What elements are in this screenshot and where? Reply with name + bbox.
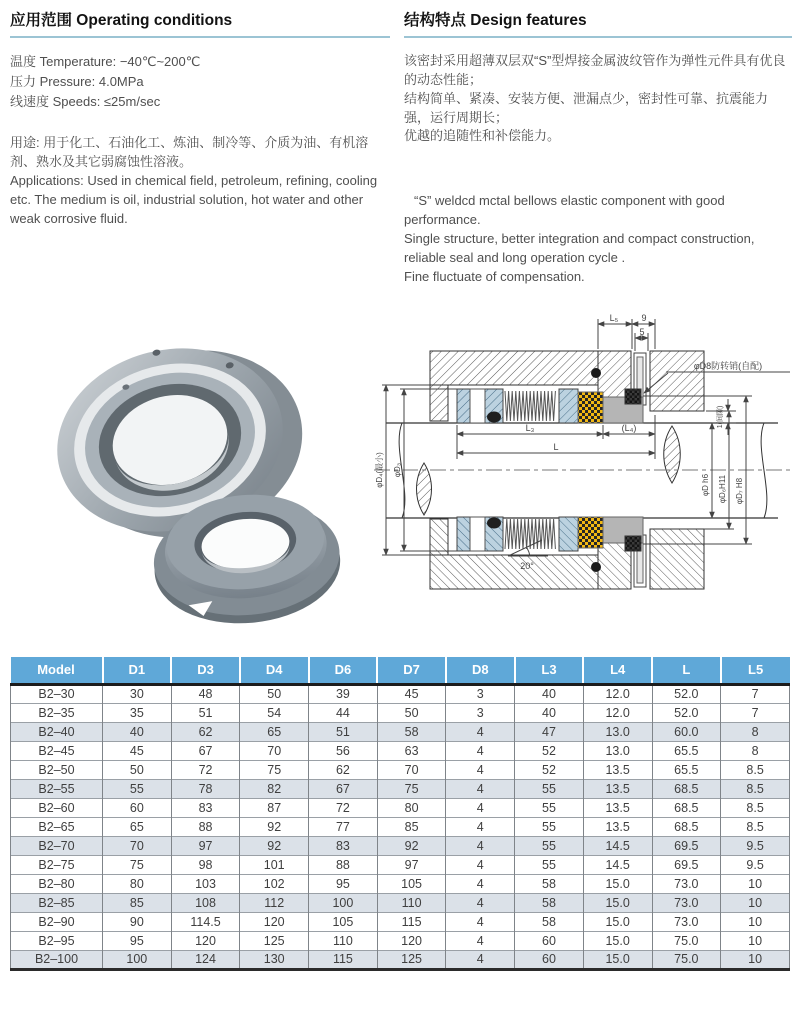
table-cell: 13.5 [583,798,652,817]
table-cell: 108 [171,893,240,912]
table-cell: 75 [240,760,309,779]
table-cell: 40 [515,684,584,703]
table-cell: 60.0 [652,722,721,741]
table-row [11,855,790,874]
table-row [11,798,790,817]
housing-and-seal-assembly [430,351,704,423]
table-cell: 82 [240,779,309,798]
table-row [11,722,790,741]
table-cell: 72 [171,760,240,779]
table-cell: 124 [171,950,240,969]
table-cell: 12.0 [583,703,652,722]
table-cell: 13.5 [583,760,652,779]
table-cell: 13.5 [583,779,652,798]
table-cell: 52 [515,760,584,779]
column-header: D7 [377,657,446,684]
table-cell: 115 [309,950,378,969]
table-cell: 98 [171,855,240,874]
table-cell: 50 [240,684,309,703]
table-cell: 4 [446,950,515,969]
table-cell: 58 [515,893,584,912]
column-header: D6 [309,657,378,684]
o-ring [487,412,501,423]
applications-paragraph-en: Applications: Used in chemical field, petroleum, refining, cooling etc. The medium is oil, industrial solution, hot water and other weak corrosive fluid. [10,173,378,226]
table-cell: 12.0 [583,684,652,703]
table-row [11,779,790,798]
design-en-block [404,192,792,286]
dim-label-l3: L₃ [525,423,535,433]
table-cell: 68.5 [652,817,721,836]
table-cell: 83 [171,798,240,817]
table-cell: 4 [446,722,515,741]
table-cell: 54 [240,703,309,722]
table-cell: 4 [446,874,515,893]
pin-callout-label: φD8防转销(自配) [693,361,763,371]
design-features-section [404,6,792,286]
table-cell: 100 [103,950,172,969]
table-cell: B2–65 [11,817,103,836]
table-cell: 125 [240,931,309,950]
title-rule [404,36,792,38]
table-cell: 52 [515,741,584,760]
technical-diagram [372,293,796,637]
table-cell: 8.5 [721,760,790,779]
table-cell: B2–55 [11,779,103,798]
table-cell: 7 [721,703,790,722]
table-cell: B2–75 [11,855,103,874]
table-cell: 73.0 [652,893,721,912]
seal-face-packing [578,392,603,423]
table-cell: 65.5 [652,760,721,779]
table-cell: 102 [240,874,309,893]
dim-label-gap: 1(间隙) [717,405,724,429]
table-cell: 44 [309,703,378,722]
table-cell: 55 [515,855,584,874]
table-cell: 115 [377,912,446,931]
dim-label-5: 5 [639,327,645,337]
table-row [11,874,790,893]
title-rule [10,36,390,38]
table-cell: 95 [103,931,172,950]
table-cell: 70 [103,836,172,855]
table-cell: 75 [377,779,446,798]
table-cell: 50 [103,760,172,779]
dim-label-d6h11: φD₆H11 [718,474,727,504]
table-cell: 4 [446,893,515,912]
table-cell: B2–85 [11,893,103,912]
table-cell: 105 [377,874,446,893]
table-row [11,931,790,950]
table-cell: 60 [103,798,172,817]
table-cell: 3 [446,703,515,722]
column-header: L5 [721,657,790,684]
column-header: L3 [515,657,584,684]
table-cell: 58 [515,912,584,931]
table-cell: 114.5 [171,912,240,931]
table-cell: 4 [446,798,515,817]
table-cell: 7 [721,684,790,703]
table-cell: 87 [240,798,309,817]
table-cell: 80 [377,798,446,817]
table-cell: 63 [377,741,446,760]
table-cell: 45 [103,741,172,760]
table-cell: 62 [309,760,378,779]
table-cell: 10 [721,931,790,950]
table-cell: 14.5 [583,836,652,855]
operating-conditions-section [10,6,390,229]
table-cell: 51 [171,703,240,722]
table-cell: 70 [377,760,446,779]
table-cell: 73.0 [652,912,721,931]
table-cell: 55 [103,779,172,798]
table-cell: 13.0 [583,741,652,760]
table-cell: B2–95 [11,931,103,950]
design-features-title: 结构特点 Design features [404,12,587,29]
table-cell: 10 [721,950,790,969]
table-cell: 15.0 [583,912,652,931]
dim-label-dh6: φD h6 [701,473,710,497]
bellows-adapter-ring [559,389,578,423]
design-en-line: Fine fluctuate of compensation. [404,268,585,284]
table-row [11,950,790,969]
column-header: L [652,657,721,684]
table-cell: 8.5 [721,779,790,798]
table-cell: B2–100 [11,950,103,969]
table-cell: 78 [171,779,240,798]
table-cell: 13.0 [583,722,652,741]
table-cell: 65 [103,817,172,836]
table-cell: 65 [240,722,309,741]
metal-bellows-spring [505,391,555,421]
temperature-spec: 温度 Temperature: −40℃~200℃ [10,54,201,69]
seal-photo-illustration [22,318,358,624]
pressure-spec: 压力 Pressure: 4.0MPa [10,74,144,90]
table-cell: 88 [309,855,378,874]
table-cell: 4 [446,931,515,950]
table-cell: 110 [377,893,446,912]
table-cell: B2–30 [11,684,103,703]
dim-label-d4min: φD₄(最小) [375,452,384,488]
table-cell: 9.5 [721,836,790,855]
table-cell: 85 [377,817,446,836]
table-row [11,703,790,722]
table-cell: 75.0 [652,950,721,969]
table-cell: 55 [515,836,584,855]
operating-conditions-title: 应用范围 Operating conditions [10,12,233,29]
table-cell: 8 [721,741,790,760]
table-cell: 95 [309,874,378,893]
table-cell: 8 [721,722,790,741]
table-cell: 101 [240,855,309,874]
gland-plate [430,351,598,385]
table-cell: B2–60 [11,798,103,817]
table-cell: 80 [103,874,172,893]
table-cell: 40 [103,722,172,741]
dim-label-l: L [553,442,559,452]
table-cell: 58 [377,722,446,741]
column-header: D8 [446,657,515,684]
table-cell: 67 [309,779,378,798]
table-cell: 75 [103,855,172,874]
table-cell: 30 [103,684,172,703]
dim-label-l4: (L₄) [621,423,637,433]
design-en-line: Single structure, better integration and compact construction, reliable seal and long operation cycle . [404,230,755,265]
column-header: Model [11,657,103,684]
column-header: D3 [171,657,240,684]
table-cell: B2–90 [11,912,103,931]
table-cell: 70 [240,741,309,760]
design-zh-line: 结构简单、紧凑、安装方便、泄漏点少，密封性可靠、抗震能力强，运行周期长； [404,90,769,125]
table-cell: 56 [309,741,378,760]
table-cell: 62 [171,722,240,741]
table-cell: 65.5 [652,741,721,760]
table-cell: 10 [721,893,790,912]
table-cell: 92 [240,836,309,855]
table-cell: 4 [446,912,515,931]
table-cell: 10 [721,912,790,931]
table-cell: 15.0 [583,874,652,893]
table-cell: 55 [515,817,584,836]
table-row [11,893,790,912]
table-row [11,817,790,836]
table-cell: 3 [446,684,515,703]
table-cell: 10 [721,874,790,893]
table-cell: 4 [446,836,515,855]
table-cell: 68.5 [652,798,721,817]
table-cell: 8.5 [721,817,790,836]
table-row [11,912,790,931]
dim-label-9: 9 [641,313,647,323]
table-cell: B2–45 [11,741,103,760]
table-cell: 39 [309,684,378,703]
table-cell: 125 [377,950,446,969]
table-row [11,741,790,760]
table-cell: 4 [446,760,515,779]
table-cell: B2–35 [11,703,103,722]
table-cell: 68.5 [652,779,721,798]
table-cell: 73.0 [652,874,721,893]
table-cell: 67 [171,741,240,760]
table-cell: 4 [446,741,515,760]
table-cell: 60 [515,950,584,969]
table-cell: 88 [171,817,240,836]
table-cell: 4 [446,855,515,874]
table-row [11,684,790,703]
o-ring-dot [591,368,601,378]
table-cell: 92 [377,836,446,855]
table-cell: 4 [446,817,515,836]
table-cell: 51 [309,722,378,741]
table-cell: 52.0 [652,703,721,722]
table-cell: 47 [515,722,584,741]
table-cell: 58 [515,874,584,893]
table-cell: 97 [171,836,240,855]
table-cell: 45 [377,684,446,703]
design-zh-line: 优越的追随性和补偿能力。 [404,128,561,144]
cross-section-drawing [372,293,796,637]
table-cell: 110 [309,931,378,950]
table-cell: 69.5 [652,855,721,874]
table-cell: 15.0 [583,931,652,950]
design-en-line: “S” weldcd mctal bellows elastic component with good performance. [404,193,725,228]
table-cell: 92 [240,817,309,836]
table-cell: 120 [171,931,240,950]
table-cell: 120 [377,931,446,950]
column-header: L4 [583,657,652,684]
table-cell: 35 [103,703,172,722]
design-zh-line: 该密封采用超薄双层双“S”型焊接金属波纹管作为弹性元件具有优良的动态性能； [404,53,786,87]
table-cell: 50 [377,703,446,722]
dim-label-l5: L₅ [609,313,619,323]
table-cell: 8.5 [721,798,790,817]
table-cell: 52.0 [652,684,721,703]
table-cell: 97 [377,855,446,874]
dim-label-angle: 20° [520,561,534,571]
table-cell: 90 [103,912,172,931]
table-cell: 48 [171,684,240,703]
dim-label-d7h8: φD₇ H8 [735,477,744,505]
usage-paragraph-zh: 用途: 用于化工、石油化工、炼油、制冷等、介质为油、有机溶剂、熟水及其它弱腐蚀性溶液。 [10,135,369,170]
table-cell: 103 [171,874,240,893]
table-cell: B2–70 [11,836,103,855]
table-cell: B2–80 [11,874,103,893]
table-cell: 72 [309,798,378,817]
operating-specs [10,52,390,112]
table-row [11,760,790,779]
product-photo [22,318,358,624]
table-cell: 15.0 [583,950,652,969]
table-cell: 60 [515,931,584,950]
table-cell: 112 [240,893,309,912]
table-cell: 75.0 [652,931,721,950]
table-cell: 9.5 [721,855,790,874]
column-header: D4 [240,657,309,684]
spec-table-header [11,657,790,684]
column-header: D1 [103,657,172,684]
table-cell: 83 [309,836,378,855]
spec-table-section [10,657,790,971]
table-cell: 105 [309,912,378,931]
table-cell: 4 [446,779,515,798]
stuffing-box-wall [430,385,448,421]
table-cell: 13.5 [583,817,652,836]
table-cell: 100 [309,893,378,912]
table-cell: 69.5 [652,836,721,855]
spec-table [10,657,790,971]
table-cell: 15.0 [583,893,652,912]
table-cell: 77 [309,817,378,836]
table-cell: 130 [240,950,309,969]
table-cell: 14.5 [583,855,652,874]
table-cell: 55 [515,798,584,817]
seat-o-ring [625,389,641,404]
dim-label-d3: φD₃ [393,462,402,478]
table-cell: 85 [103,893,172,912]
table-cell: B2–40 [11,722,103,741]
table-cell: B2–50 [11,760,103,779]
table-cell: 55 [515,779,584,798]
design-zh-block [404,52,792,146]
spec-table-body [11,684,790,969]
table-cell: 40 [515,703,584,722]
table-cell: 120 [240,912,309,931]
table-row [11,836,790,855]
set-screw [470,389,485,423]
speed-spec: 线速度 Speeds: ≤25m/sec [10,94,161,110]
